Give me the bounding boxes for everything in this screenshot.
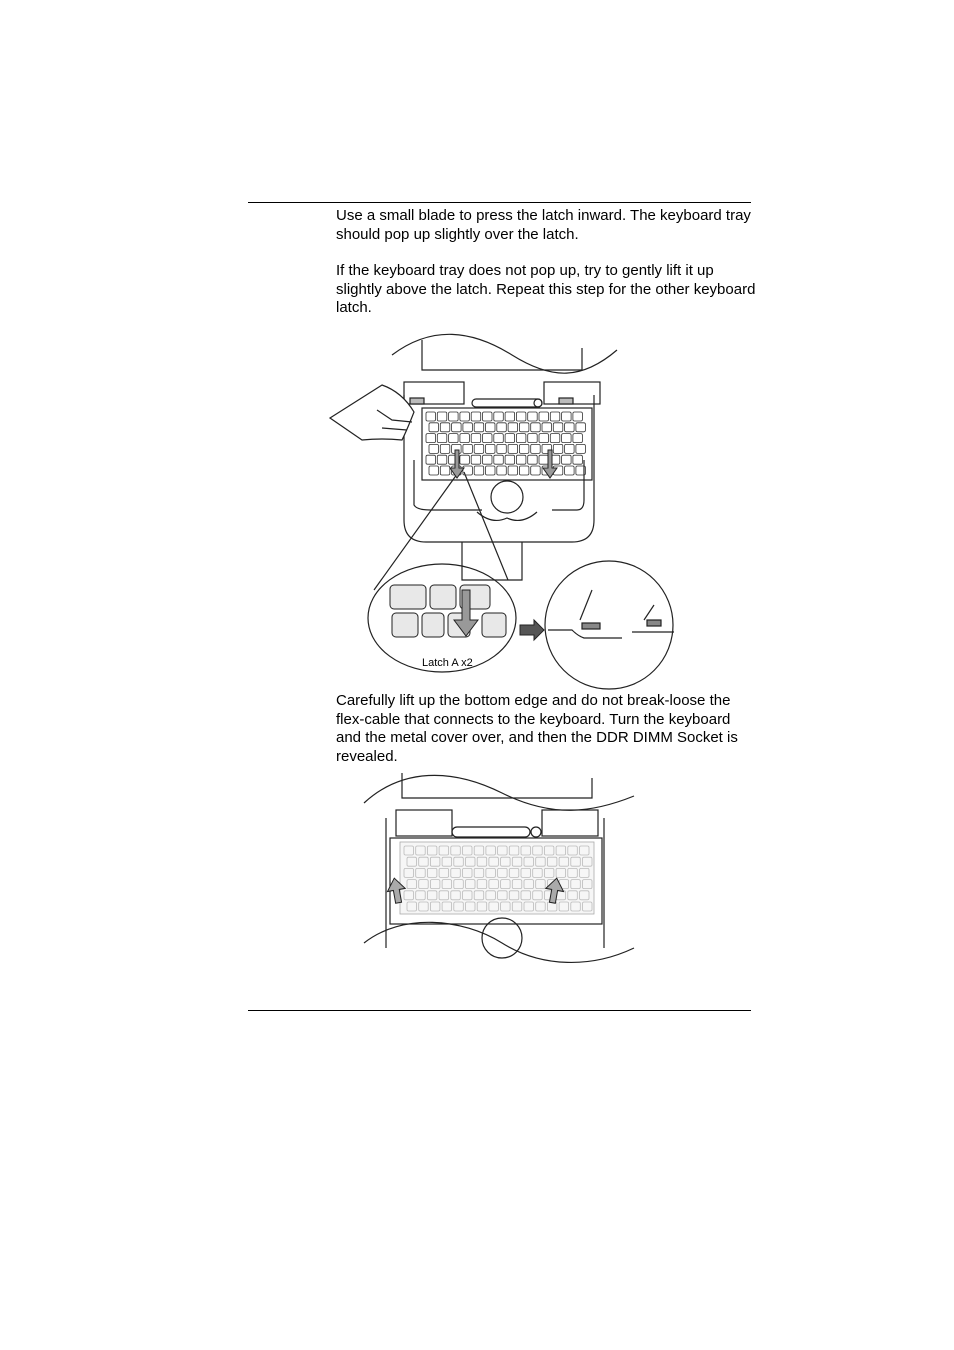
keyboard-key: [528, 455, 538, 464]
keyboard-latch-illustration: [322, 320, 678, 690]
header-rule: [248, 202, 751, 203]
keyboard-key: [437, 412, 447, 421]
keyboard-key: [483, 412, 493, 421]
keyboard-key: [474, 466, 484, 475]
keyboard-key: [528, 412, 538, 421]
keyboard-key: [471, 434, 481, 443]
keyboard-key: [494, 412, 504, 421]
keyboard-key: [483, 455, 493, 464]
keyboard-key: [440, 423, 450, 432]
keyboard-key: [565, 444, 575, 453]
keyboard-key: [553, 444, 563, 453]
keyboard-key: [474, 423, 484, 432]
keyboard-key: [519, 423, 529, 432]
keyboard-key: [471, 412, 481, 421]
keyboard-key: [463, 423, 473, 432]
keyboard-key: [449, 434, 459, 443]
keyboard-key: [497, 466, 507, 475]
keyboard-key: [426, 455, 436, 464]
keyboard-key: [531, 444, 541, 453]
keyboard-key: [474, 444, 484, 453]
keyboard-key: [452, 423, 462, 432]
keyboard-key: [550, 412, 560, 421]
keyboard-key: [429, 444, 439, 453]
keyboard-key: [460, 455, 470, 464]
keyboard-key: [539, 434, 549, 443]
keyboard-key: [542, 423, 552, 432]
keyboard-key: [429, 466, 439, 475]
footer-rule: [248, 1010, 751, 1011]
keyboard-key: [519, 466, 529, 475]
keyboard-key: [508, 423, 517, 432]
keyboard-key: [429, 423, 439, 432]
keyboard-key: [426, 434, 436, 443]
keyboard-key: [437, 455, 447, 464]
keyboard-key: [505, 434, 514, 443]
keyboard-key: [539, 412, 549, 421]
keyboard-key: [440, 444, 450, 453]
instruction-paragraph-3: Carefully lift up the bottom edge and do not break-loose the flex-cable that connects to the keyboard. Turn the keyboard and the metal cover over, and then the DDR DIMM Socket is revealed.: [336, 692, 738, 766]
keyboard-key: [440, 466, 450, 475]
keyboard-key: [562, 455, 572, 464]
keyboard-key: [516, 412, 526, 421]
keyboard-key: [508, 444, 517, 453]
keyboard-key: [508, 466, 517, 475]
keyboard-key: [486, 444, 496, 453]
keyboard-key: [483, 434, 493, 443]
keyboard-key: [539, 455, 549, 464]
keyboard-key: [497, 444, 507, 453]
keyboard-key: [528, 434, 538, 443]
keyboard-key: [553, 423, 563, 432]
keyboard-key: [505, 412, 514, 421]
keyboard-key: [471, 455, 481, 464]
keyboard-key: [565, 423, 575, 432]
keyboard-key: [426, 412, 436, 421]
keyboard-key: [516, 434, 526, 443]
keyboard-lift-illustration: [362, 768, 638, 974]
keyboard-key: [573, 412, 583, 421]
latch-callout-label: Latch A x2: [422, 657, 473, 669]
keyboard-key: [531, 423, 541, 432]
keyboard-key: [449, 412, 459, 421]
instruction-paragraph-1: Use a small blade to press the latch inward. The keyboard tray should pop up slightly over the latch.: [336, 207, 751, 243]
keyboard-key: [494, 434, 504, 443]
keyboard-key: [486, 423, 496, 432]
keyboard-key: [550, 434, 560, 443]
keyboard-key: [531, 466, 541, 475]
keyboard-key: [573, 434, 583, 443]
keyboard-key: [573, 455, 583, 464]
keyboard-key: [565, 466, 575, 475]
keyboard-key: [494, 455, 504, 464]
keyboard-key: [437, 434, 447, 443]
keyboard-key: [463, 444, 473, 453]
keyboard-key: [576, 444, 586, 453]
keyboard-key: [519, 444, 529, 453]
keyboard-key: [516, 455, 526, 464]
keyboard-key: [562, 412, 572, 421]
keyboard-key: [497, 423, 507, 432]
keyboard-key: [576, 423, 586, 432]
keyboard-key: [460, 434, 470, 443]
keyboard-key: [486, 466, 496, 475]
keyboard-key: [460, 412, 470, 421]
keyboard-key: [562, 434, 572, 443]
keyboard-key: [505, 455, 514, 464]
instruction-paragraph-2: If the keyboard tray does not pop up, try to gently lift it up slightly above the latch. Repeat this step for the other keyboard latch.: [336, 262, 756, 317]
